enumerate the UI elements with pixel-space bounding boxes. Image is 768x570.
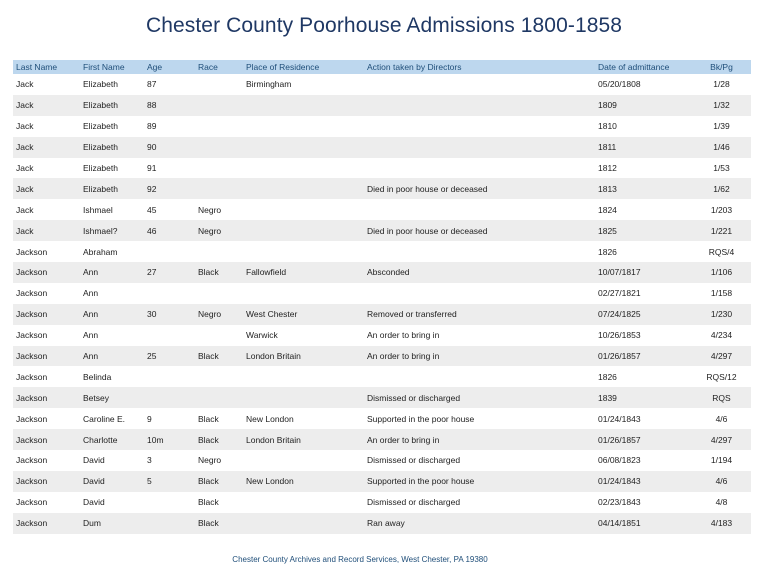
cell-action-taken [364,366,595,387]
table-row [13,492,751,513]
cell-last-name: Jackson [16,497,48,508]
cell-race [195,241,243,262]
cell-bk-pg: 1/106 [692,262,751,283]
table-row [13,137,751,158]
cell-action-taken [364,116,595,137]
table-row [13,387,751,408]
cell-place-of-residence [243,387,364,408]
cell-age [144,513,195,534]
column-header-date-of-admittance: Date of admittance [595,60,692,74]
cell-first-name: Ishmael? [80,220,144,241]
table-row [13,471,751,492]
cell-last-name: Jack [16,163,34,173]
cell-last-name: Jackson [16,413,48,424]
cell-first-name: Charlotte [80,429,144,450]
cell-action-taken: Absconded [364,262,595,283]
cell-place-of-residence: London Britain [243,429,364,450]
cell-age [144,325,195,346]
footer-credit: Chester County Archives and Record Services, West Chester, PA 19380 [232,555,488,564]
table-row [13,178,751,199]
cell-first-name: David [80,471,144,492]
cell-first-name: Ann [80,346,144,367]
cell-bk-pg: 4/297 [692,346,751,367]
cell-last-name: Jackson [13,513,80,534]
cell-action-taken: Dismissed or discharged [367,455,461,466]
cell-date-of-admittance: 10/07/1817 [595,262,692,283]
table-row [13,220,751,241]
cell-age: 3 [147,455,152,466]
cell-race: Negro [195,220,243,241]
cell-date-of-admittance: 1826 [598,246,617,257]
table-body [13,74,751,534]
column-header-first-name: First Name [80,60,144,74]
cell-age: 91 [147,163,157,173]
cell-first-name: Ann [83,288,99,299]
cell-first-name: Abraham [83,246,118,257]
cell-date-of-admittance: 1839 [595,387,692,408]
cell-first-name: Dum [80,513,144,534]
cell-race [195,116,243,137]
table-row [13,408,751,429]
cell-action-taken: An order to bring in [364,346,595,367]
cell-first-name: Ann [83,330,99,341]
cell-place-of-residence: New London [246,413,294,424]
cell-age: 87 [147,79,157,90]
cell-last-name: Jack [16,79,34,90]
cell-race: Black [195,471,243,492]
cell-race: Black [198,497,219,508]
cell-place-of-residence: New London [243,471,364,492]
cell-race [195,158,243,179]
table-row [13,74,751,95]
table-row [13,283,751,304]
cell-last-name: Jackson [13,346,80,367]
cell-place-of-residence [243,220,364,241]
cell-action-taken: An order to bring in [364,429,595,450]
cell-age: 46 [144,220,195,241]
cell-age: 25 [144,346,195,367]
cell-action-taken: Dismissed or discharged [367,497,461,508]
cell-age: 89 [147,121,157,132]
cell-first-name: Elizabeth [83,121,118,132]
cell-last-name: Jack [13,137,80,158]
cell-bk-pg: 1/39 [713,121,730,132]
cell-bk-pg: 1/158 [710,288,733,299]
cell-race: Black [198,413,219,424]
cell-race [195,178,243,199]
cell-place-of-residence [243,116,364,137]
table-row [13,450,751,471]
cell-date-of-admittance: 02/23/1843 [598,497,641,508]
cell-bk-pg: RQS [692,387,751,408]
cell-age: 92 [144,178,195,199]
cell-action-taken: Supported in the poor house [364,471,595,492]
cell-place-of-residence: West Chester [243,304,364,325]
cell-age: 90 [144,137,195,158]
cell-race: Negro [198,455,222,466]
cell-first-name: Elizabeth [80,137,144,158]
cell-bk-pg: 1/194 [710,455,733,466]
table-row [13,346,751,367]
cell-date-of-admittance: 1813 [595,178,692,199]
cell-last-name: Jack [16,121,34,132]
cell-bk-pg: 4/234 [710,330,733,341]
cell-action-taken: Dismissed or discharged [364,387,595,408]
header-row [13,60,751,74]
cell-last-name: Jack [13,178,80,199]
cell-place-of-residence [243,492,364,513]
cell-first-name: Caroline E. [83,413,126,424]
table-row [13,199,751,220]
cell-date-of-admittance: 01/24/1843 [598,413,641,424]
cell-place-of-residence [243,513,364,534]
cell-date-of-admittance: 1825 [595,220,692,241]
cell-race [195,137,243,158]
cell-race: Black [195,346,243,367]
cell-action-taken [364,158,595,179]
cell-place-of-residence [243,95,364,116]
cell-race [195,74,243,95]
cell-last-name: Jackson [16,288,48,299]
cell-age [144,387,195,408]
column-header-age: Age [144,60,195,74]
cell-place-of-residence: Warwick [246,330,278,341]
cell-last-name: Jackson [16,455,48,466]
cell-age [144,492,195,513]
cell-place-of-residence [243,450,364,471]
cell-action-taken [364,199,595,220]
cell-race [195,283,243,304]
cell-age: 9 [147,413,152,424]
cell-last-name: Jack [13,220,80,241]
cell-date-of-admittance: 04/14/1851 [595,513,692,534]
cell-age: 45 [147,204,157,215]
cell-date-of-admittance: 1811 [595,137,692,158]
cell-last-name: Jack [16,204,34,215]
cell-first-name: Ann [80,262,144,283]
cell-bk-pg: 4/8 [715,497,728,508]
cell-place-of-residence [243,178,364,199]
cell-date-of-admittance: 02/27/1821 [598,288,641,299]
cell-bk-pg: 4/6 [692,471,751,492]
column-header-action-taken: Action taken by Directors [364,60,595,74]
cell-bk-pg: 1/53 [713,163,730,173]
cell-first-name: Elizabeth [80,178,144,199]
cell-date-of-admittance: 05/20/1808 [598,79,641,90]
column-header-race: Race [195,60,243,74]
cell-race: Black [195,513,243,534]
cell-action-taken: Ran away [364,513,595,534]
cell-last-name: Jackson [13,429,80,450]
table-row [13,158,751,179]
cell-date-of-admittance: 1826 [598,371,617,382]
cell-action-taken: Supported in the poor house [367,413,475,424]
cell-place-of-residence: Birmingham [246,79,292,90]
cell-action-taken [364,95,595,116]
cell-last-name: Jackson [16,330,48,341]
cell-age [144,283,195,304]
cell-place-of-residence: Fallowfield [243,262,364,283]
table-row [13,241,751,262]
cell-last-name: Jackson [16,371,48,382]
cell-race: Negro [195,304,243,325]
cell-place-of-residence [243,241,364,262]
cell-action-taken [364,241,595,262]
cell-age: 30 [144,304,195,325]
cell-first-name: David [83,455,105,466]
cell-age: 10m [144,429,195,450]
cell-place-of-residence [243,137,364,158]
table-row [13,95,751,116]
cell-action-taken [364,283,595,304]
column-header-bk-pg: Bk/Pg [692,60,751,74]
cell-last-name: Jack [13,95,80,116]
cell-age [144,241,195,262]
cell-bk-pg: RQS/4 [708,246,735,257]
cell-age: 88 [144,95,195,116]
cell-date-of-admittance: 1824 [598,204,617,215]
cell-date-of-admittance: 01/26/1857 [595,429,692,450]
cell-bk-pg: 4/6 [715,413,728,424]
cell-age [144,366,195,387]
cell-bk-pg: 4/297 [692,429,751,450]
column-header-last-name: Last Name [13,60,80,74]
cell-bk-pg: 1/46 [692,137,751,158]
cell-action-taken [364,137,595,158]
cell-last-name: Jackson [13,387,80,408]
table-row [13,325,751,346]
cell-bk-pg: 1/32 [692,95,751,116]
table-row [13,116,751,137]
cell-race: Black [195,262,243,283]
cell-bk-pg: 1/62 [692,178,751,199]
cell-action-taken [364,74,595,95]
cell-first-name: Ann [80,304,144,325]
cell-date-of-admittance: 01/24/1843 [595,471,692,492]
cell-bk-pg: 1/28 [713,79,730,90]
cell-date-of-admittance: 1810 [598,121,617,132]
table-row [13,429,751,450]
cell-bk-pg: RQS/12 [706,371,737,382]
cell-action-taken: An order to bring in [367,330,440,341]
cell-bk-pg: 1/221 [692,220,751,241]
cell-date-of-admittance: 01/26/1857 [595,346,692,367]
cell-race [195,95,243,116]
cell-race: Black [195,429,243,450]
cell-first-name: David [83,497,105,508]
cell-date-of-admittance: 1812 [598,163,617,173]
cell-action-taken: Died in poor house or deceased [364,178,595,199]
cell-date-of-admittance: 10/26/1853 [598,330,641,341]
cell-last-name: Jackson [13,304,80,325]
cell-first-name: Elizabeth [83,79,118,90]
cell-race [195,387,243,408]
cell-place-of-residence [243,283,364,304]
cell-place-of-residence: London Britain [243,346,364,367]
cell-date-of-admittance: 1809 [595,95,692,116]
cell-last-name: Jackson [13,262,80,283]
cell-race [195,366,243,387]
cell-place-of-residence [243,199,364,220]
table-row [13,304,751,325]
cell-action-taken: Died in poor house or deceased [364,220,595,241]
cell-first-name: Elizabeth [80,95,144,116]
cell-place-of-residence [243,366,364,387]
cell-last-name: Jackson [16,246,48,257]
cell-bk-pg: 1/203 [710,204,733,215]
cell-first-name: Betsey [80,387,144,408]
table-row [13,262,751,283]
admissions-table [13,60,751,534]
cell-race [195,325,243,346]
cell-bk-pg: 4/183 [692,513,751,534]
cell-age: 27 [144,262,195,283]
page-title: Chester County Poorhouse Admissions 1800-1858 [145,14,623,37]
cell-first-name: Elizabeth [83,163,118,173]
cell-age: 5 [144,471,195,492]
cell-place-of-residence [243,158,364,179]
column-header-place-of-residence: Place of Residence [243,60,364,74]
cell-bk-pg: 1/230 [692,304,751,325]
cell-date-of-admittance: 07/24/1825 [595,304,692,325]
cell-race: Negro [198,204,222,215]
cell-first-name: Belinda [83,371,112,382]
cell-last-name: Jackson [13,471,80,492]
table-row [13,366,751,387]
cell-date-of-admittance: 06/08/1823 [598,455,641,466]
table-row [13,513,751,534]
cell-first-name: Ishmael [83,204,113,215]
cell-action-taken: Removed or transferred [364,304,595,325]
